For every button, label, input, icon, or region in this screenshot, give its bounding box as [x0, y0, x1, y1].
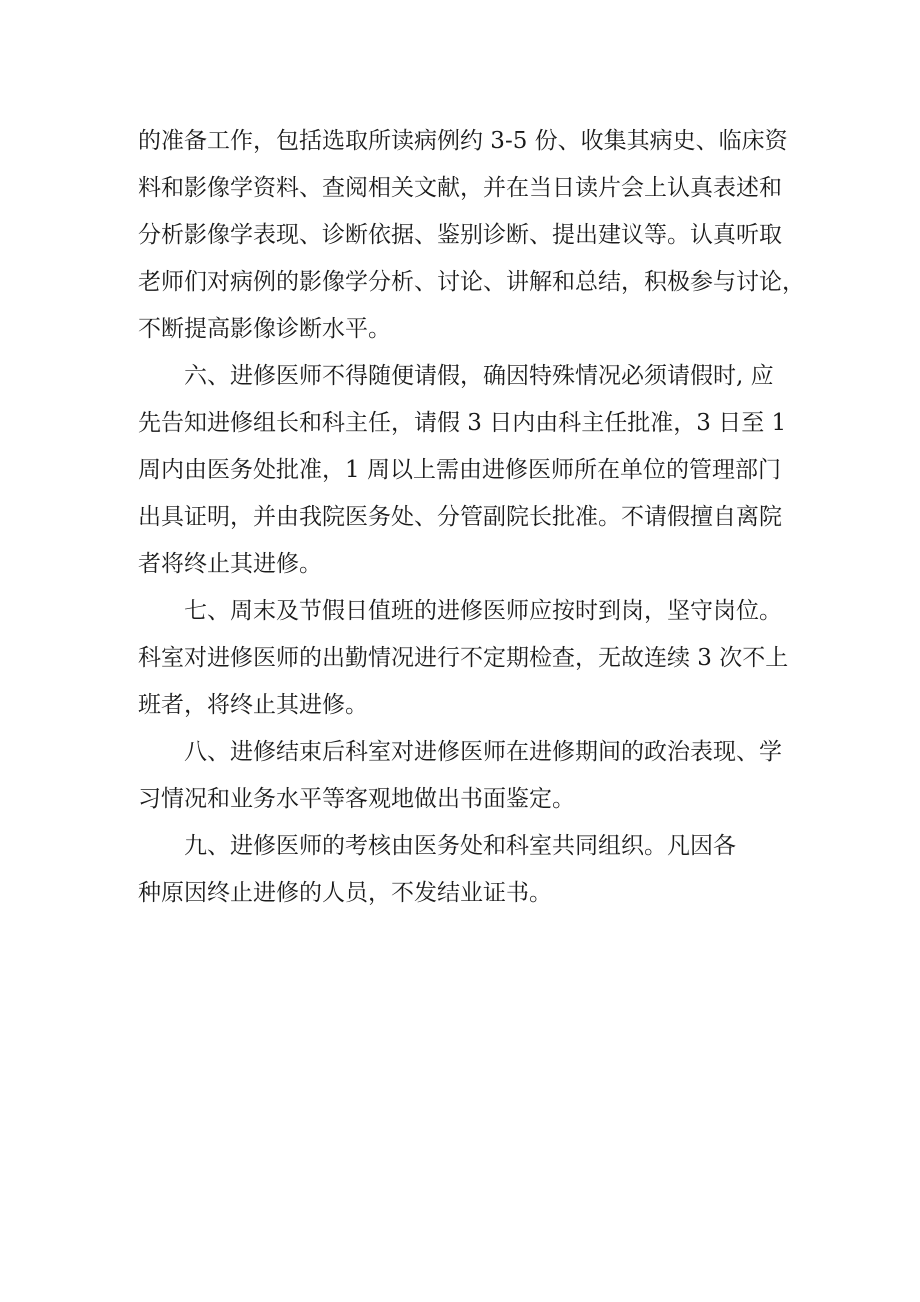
- text-line: 科室对进修医师的出勤情况进行不定期检查，无故连续 3 次不上: [138, 645, 789, 671]
- text-line: 者将终止其进修。: [138, 551, 322, 577]
- text-line: 习情况和业务水平等客观地做出书面鉴定。: [138, 786, 575, 812]
- text-line: 班者，将终止其进修。: [138, 692, 368, 718]
- text-line: 种原因终止进修的人员，不发结业证书。: [138, 880, 552, 906]
- text-line: 老师们对病例的影像学分析、讨论、讲解和总结，积极参与讨论，: [138, 269, 805, 295]
- paragraph-evaluation: [138, 729, 798, 823]
- paragraph-reading-preparation: [138, 118, 805, 353]
- paragraph-leave-rules: [138, 353, 798, 588]
- text-line: 八、进修结束后科室对进修医师在进修期间的政治表现、学: [184, 739, 782, 765]
- document-body: [138, 118, 805, 917]
- text-line: 出具证明，并由我院医务处、分管副院长批准。不请假擅自离院: [138, 504, 782, 530]
- paragraph-assessment: [138, 823, 798, 917]
- text-line: 先告知进修组长和科主任，请假 3 日内由科主任批准，3 日至 1: [138, 410, 787, 436]
- text-line: 七、周末及节假日值班的进修医师应按时到岗，坚守岗位。: [184, 598, 782, 624]
- text-line: 九、进修医师的考核由医务处和科室共同组织。凡因各: [184, 833, 736, 859]
- text-line: 料和影像学资料、查阅相关文献，并在当日读片会上认真表述和: [138, 175, 782, 201]
- text-line: 的准备工作，包括选取所读病例约 3-5 份、收集其病史、临床资: [138, 128, 788, 154]
- text-line: 不断提高影像诊断水平。: [138, 316, 391, 342]
- paragraph-duty-attendance: [138, 588, 798, 729]
- text-line: 六、进修医师不得随便请假，确因特殊情况必须请假时, 应: [184, 363, 774, 389]
- text-line: 周内由医务处批准，1 周以上需由进修医师所在单位的管理部门: [138, 457, 781, 483]
- text-line: 分析影像学表现、诊断依据、鉴别诊断、提出建议等。认真听取: [138, 222, 782, 248]
